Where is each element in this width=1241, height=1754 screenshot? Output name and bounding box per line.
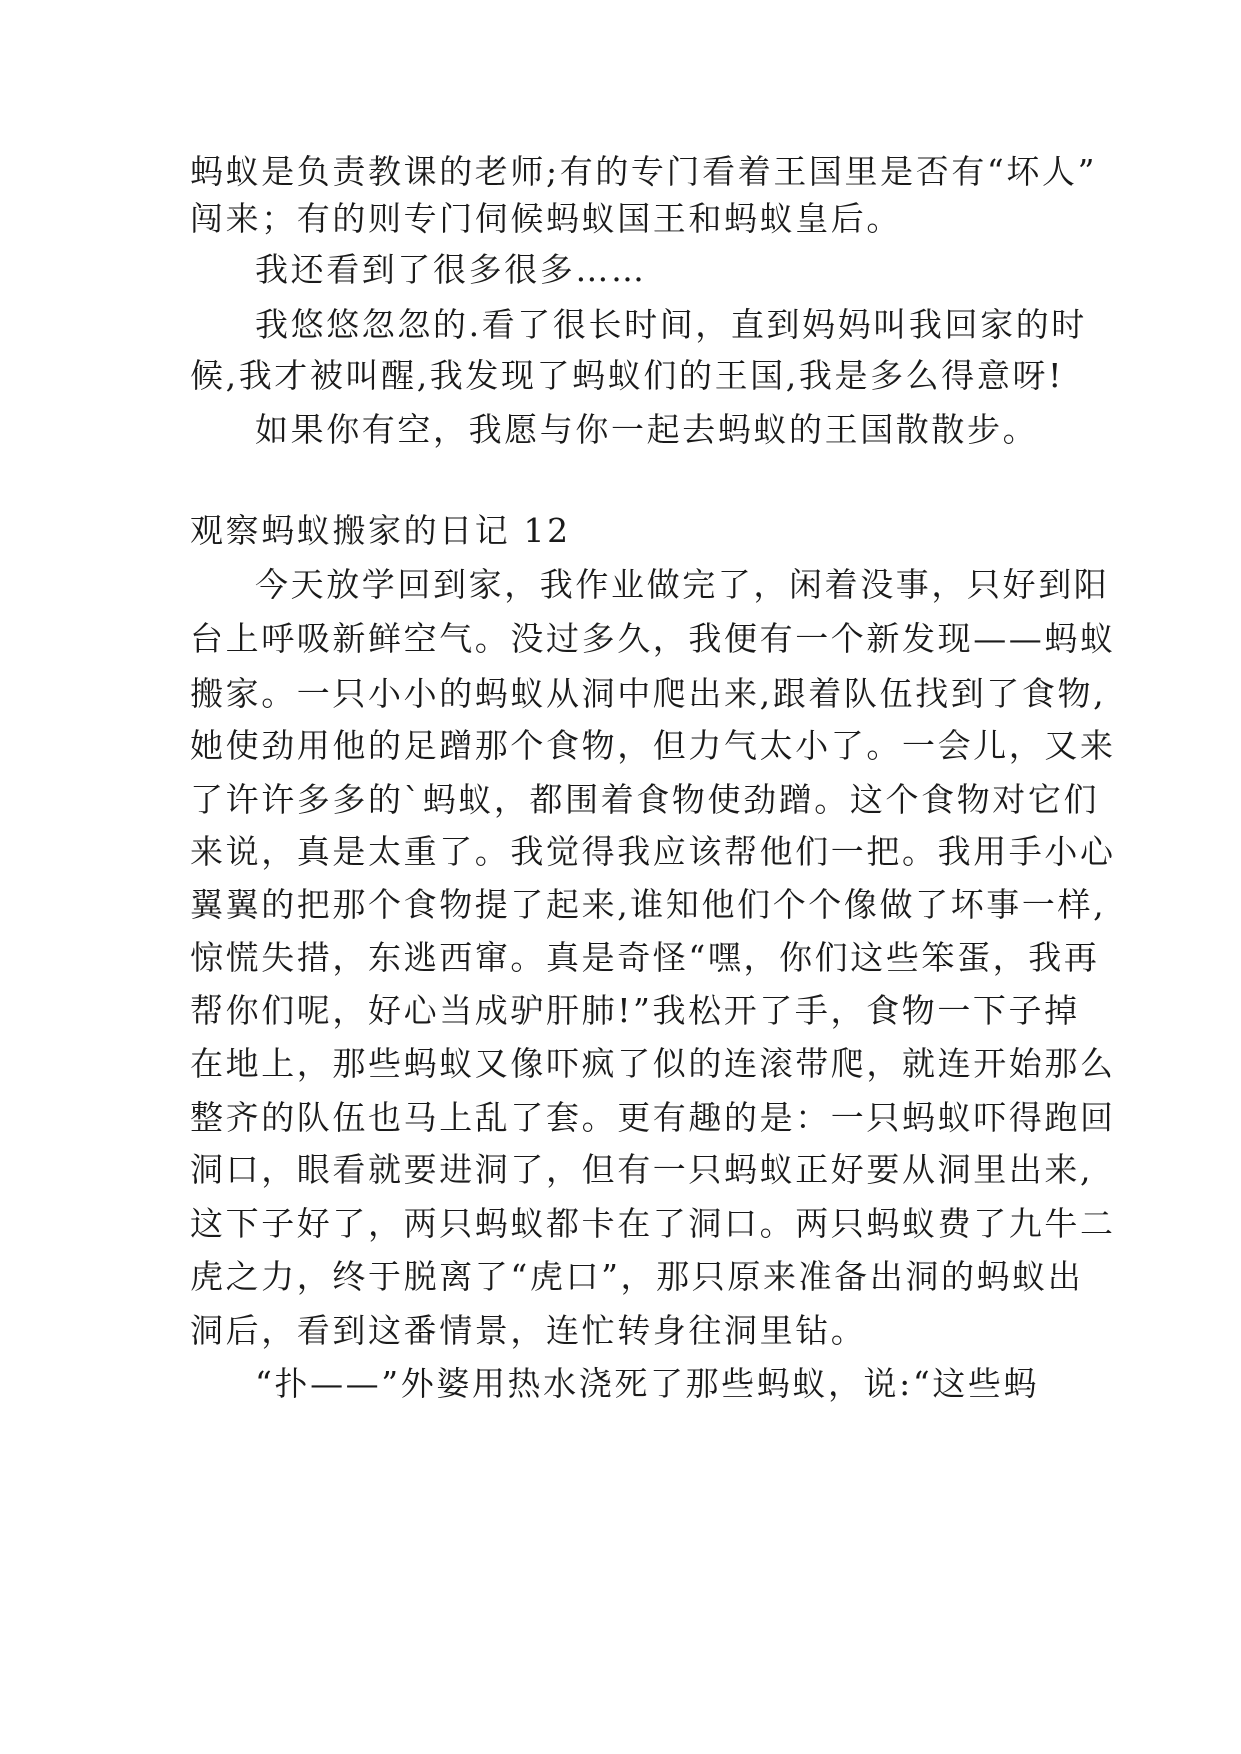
paragraph-line: 我还看到了很多很多…… bbox=[255, 250, 647, 289]
section-heading: 观察蚂蚁搬家的日记 12 bbox=[190, 511, 571, 550]
paragraph-line: 台上呼吸新鲜空气。没过多久，我便有一个新发现——蚂蚁 bbox=[190, 619, 1116, 658]
paragraph-line: 在地上，那些蚂蚁又像吓疯了似的连滚带爬，就连开始那么 bbox=[190, 1044, 1116, 1083]
paragraph-line: 她使劲用他的足蹭那个食物，但力气太小了。一会儿，又来 bbox=[190, 726, 1116, 765]
paragraph-line: 候,我才被叫醒,我发现了蚂蚁们的王国,我是多么得意呀! bbox=[190, 356, 1064, 395]
paragraph-line: 今天放学回到家，我作业做完了，闲着没事，只好到阳 bbox=[255, 565, 1110, 604]
paragraph-line: 整齐的队伍也马上乱了套。更有趣的是：一只蚂蚁吓得跑回 bbox=[190, 1098, 1116, 1137]
paragraph-line: 了许许多多的`蚂蚁，都围着食物使劲蹭。这个食物对它们 bbox=[190, 780, 1100, 819]
paragraph-line: 蚂蚁是负责教课的老师;有的专门看着王国里是否有“坏人” bbox=[190, 152, 1098, 191]
paragraph-line: 这下子好了，两只蚂蚁都卡在了洞口。两只蚂蚁费了九牛二 bbox=[190, 1204, 1116, 1243]
paragraph-line: 如果你有空，我愿与你一起去蚂蚁的王国散散步。 bbox=[255, 410, 1039, 449]
paragraph-line: 虎之力，终于脱离了“虎口”，那只原来准备出洞的蚂蚁出 bbox=[190, 1257, 1084, 1296]
paragraph-line: 闯来；有的则专门伺候蚂蚁国王和蚂蚁皇后。 bbox=[190, 199, 902, 238]
paragraph-line: 洞后，看到这番情景，连忙转身往洞里钻。 bbox=[190, 1311, 867, 1350]
paragraph-line: “扑——”外婆用热水浇死了那些蚂蚁，说:“这些蚂 bbox=[255, 1364, 1040, 1403]
paragraph-line: 我悠悠忽忽的.看了很长时间，直到妈妈叫我回家的时 bbox=[255, 305, 1087, 344]
paragraph-line: 来说，真是太重了。我觉得我应该帮他们一把。我用手小心 bbox=[190, 832, 1116, 871]
paragraph-line: 搬家。一只小小的蚂蚁从洞中爬出来,跟着队伍找到了食物, bbox=[190, 674, 1107, 713]
paragraph-line: 帮你们呢，好心当成驴肝肺!”我松开了手，食物一下子掉 bbox=[190, 991, 1080, 1030]
paragraph-line: 洞口，眼看就要进洞了，但有一只蚂蚁正好要从洞里出来, bbox=[190, 1150, 1094, 1189]
paragraph-line: 惊慌失措，东逃西窜。真是奇怪“嘿，你们这些笨蛋，我再 bbox=[190, 938, 1100, 977]
paragraph-line: 翼翼的把那个食物提了起来,谁知他们个个像做了坏事一样, bbox=[190, 885, 1107, 924]
